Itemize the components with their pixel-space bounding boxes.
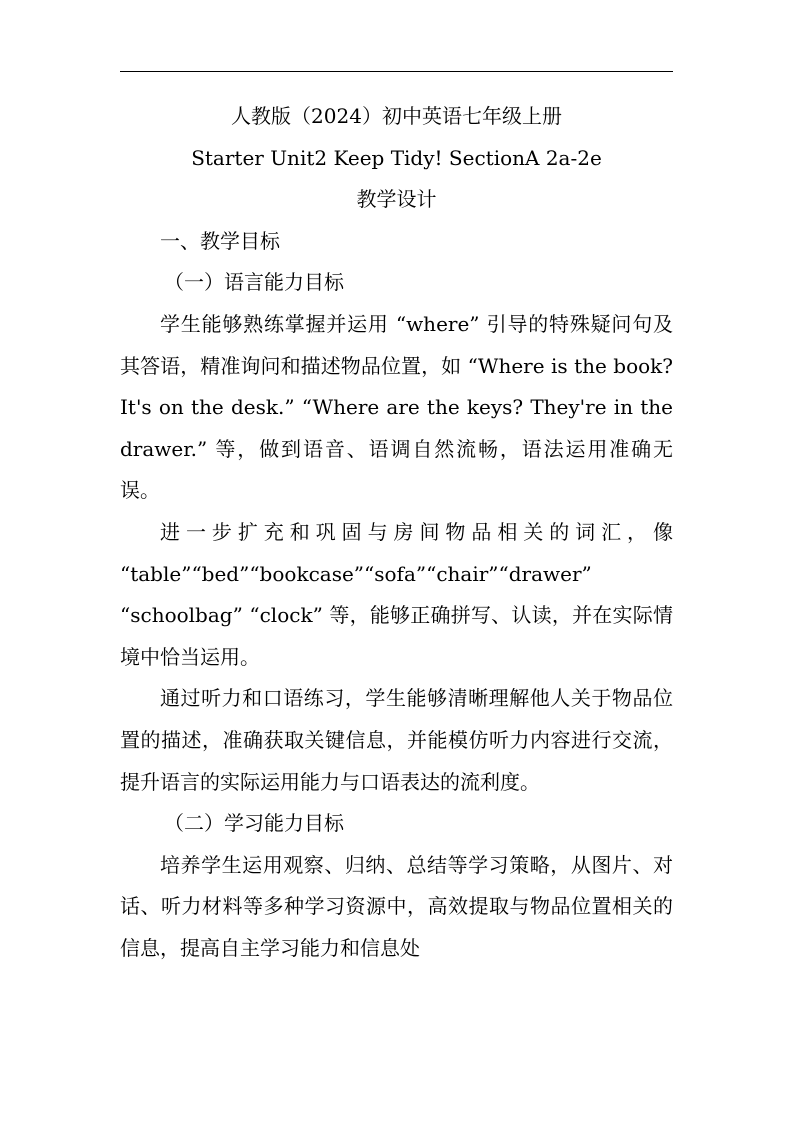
document-body xyxy=(120,96,673,969)
title-line-1: 人教版（2024）初中英语七年级上册 xyxy=(231,104,562,128)
paragraph: 进一步扩充和巩固与房间物品相关的词汇，像 “table”“bed”“bookcase”“sofa”“chair”“drawer” “schoolbag” “clock” 等，能够正确拼写、认读，并在实际情境中恰当运用。 xyxy=(120,519,673,669)
subheading-learning-ability: （二）学习能力目标 xyxy=(164,811,344,836)
section-heading-objectives: 一、教学目标 xyxy=(160,228,280,253)
header-rule xyxy=(120,71,673,72)
title-line-2: Starter Unit2 Keep Tidy! SectionA 2a-2e xyxy=(191,145,602,170)
paragraph: 通过听力和口语练习，学生能够清晰理解他人关于物品位置的描述，准确获取关键信息，并能模仿听力内容进行交流，提升语言的实际运用能力与口语表达的流利度。 xyxy=(120,686,673,794)
paragraph: 学生能够熟练掌握并运用 “where” 引导的特殊疑问句及其答语，精准询问和描述物品位置，如 “Where is the book? It's on the desk.” “Where are the keys? They're in the drawer.” 等，做到语音、语调自然流畅，语法运用准确无误。 xyxy=(120,311,673,503)
title-line-3: 教学设计 xyxy=(356,187,437,212)
subheading-language-ability: （一）语言能力目标 xyxy=(164,270,344,295)
paragraph: 培养学生运用观察、归纳、总结等学习策略，从图片、对话、听力材料等多种学习资源中，高效提取与物品位置相关的信息，提高自主学习能力和信息处 xyxy=(120,852,673,960)
